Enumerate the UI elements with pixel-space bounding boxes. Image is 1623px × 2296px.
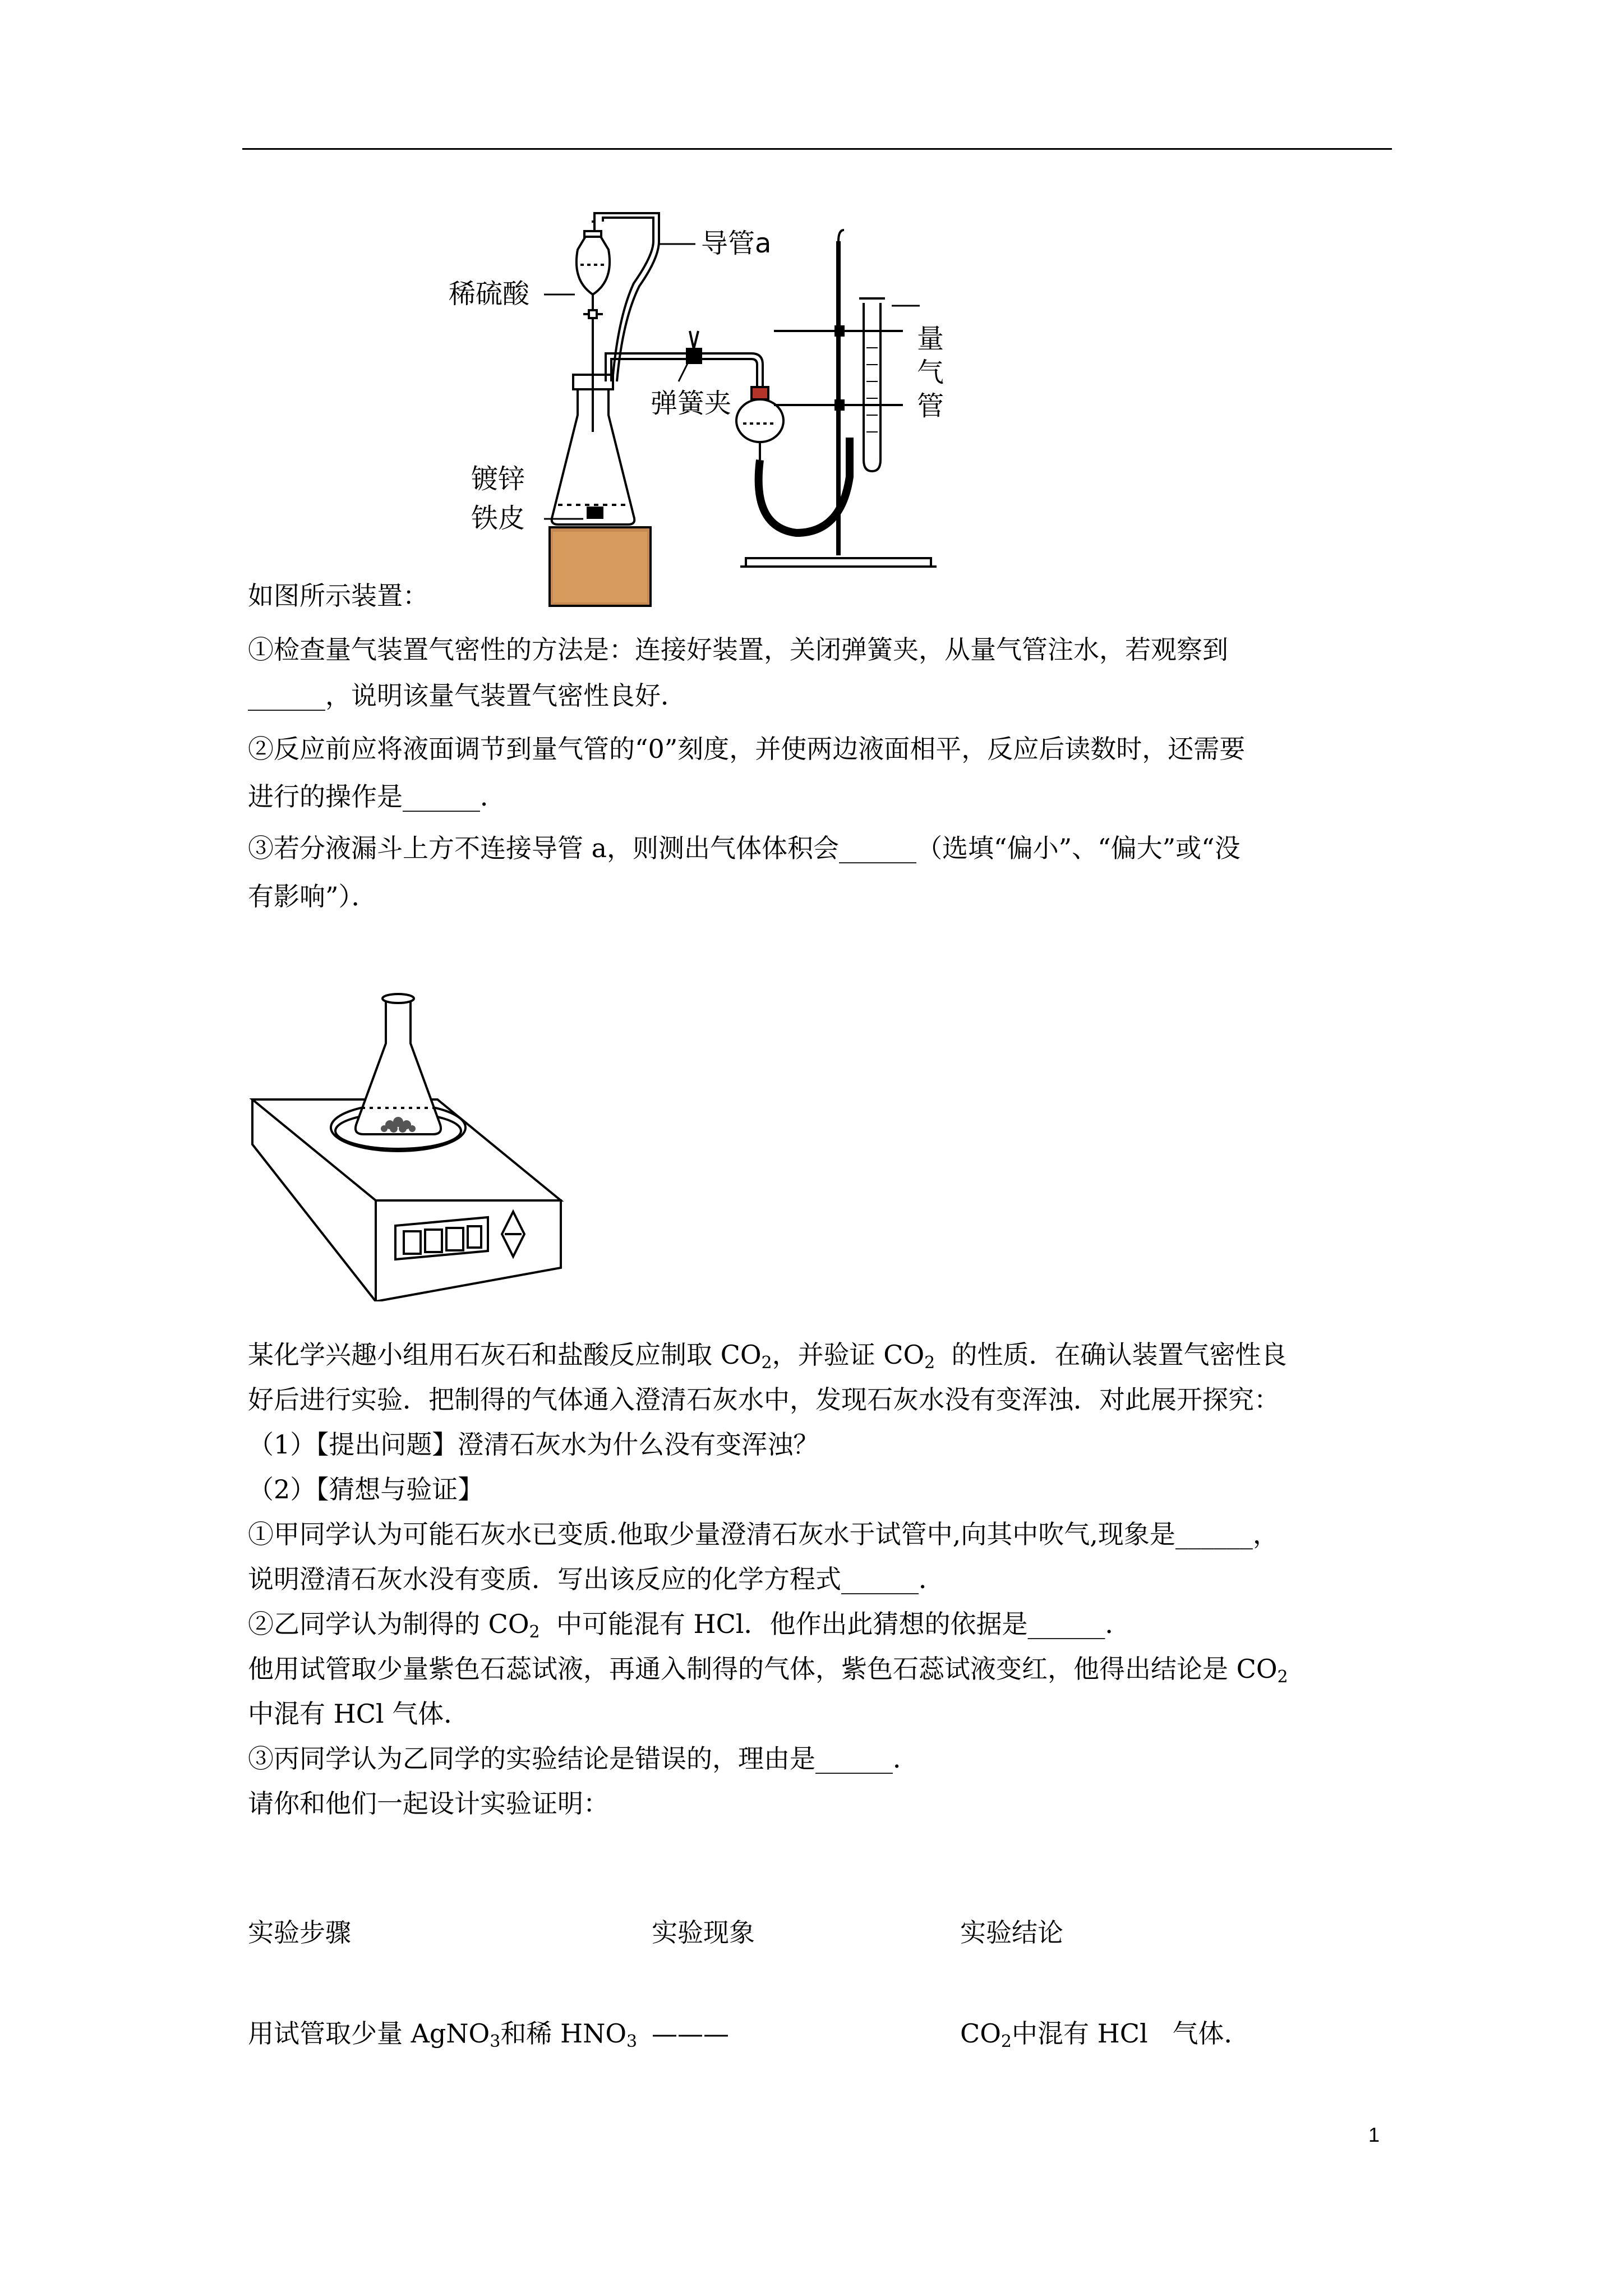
q2-para-7: ②乙同学认为制得的 $CO_2$ 中可能混有 HCl．他作出此猜想的依据是______． [248, 1609, 1131, 1642]
q1-intro: 如图所示装置： [248, 581, 428, 611]
q1-line-3: ②反应前应将液面调节到量气管的“0”刻度，并使两边液面相平，反应后读数时，还需要 [248, 734, 1246, 764]
q2-para-10: ③丙同学认为乙同学的实验结论是错误的，理由是______． [248, 1743, 919, 1774]
q2-para-2: 好后进行实验．把制得的气体通入澄清石灰水中，发现石灰水没有变浑浊．对此展开探究： [248, 1384, 1280, 1415]
q1-line-1: ①检查量气装置气密性的方法是：连接好装置，关闭弹簧夹，从量气管注水，若观察到 [248, 634, 1228, 665]
table-cell-phenomenon: ——— [652, 2018, 729, 2049]
label-metal-1: 镀锌 [471, 463, 525, 495]
q1-line-6: 有影响”）． [248, 881, 377, 912]
label-acid: 稀硫酸 [449, 278, 530, 310]
label-meter-2: 气 [917, 357, 944, 388]
label-tube-a: 导管a [701, 228, 772, 259]
q2-para-6: 说明澄清石灰水没有变质．写出该反应的化学方程式______． [248, 1564, 944, 1594]
table-header-step: 实验步骤 [248, 1917, 351, 1948]
gas-apparatus-figure [437, 196, 998, 611]
q2-para-1: 某化学兴趣小组用石灰石和盐酸反应制取 $CO_2$，并验证 $CO_2$ 的性质．在确认装置气密性良 [248, 1340, 1287, 1373]
label-meter-1: 量 [917, 323, 944, 355]
label-meter-3: 管 [917, 390, 944, 422]
page-number: 1 [1368, 2123, 1380, 2146]
label-clip: 弹簧夹 [651, 388, 732, 419]
table-cell-step: 用试管取少量 AgNO$_3$和稀 $HNO_3$ [248, 2018, 638, 2051]
header-rule [242, 148, 1392, 150]
q2-para-5: ①甲同学认为可能石灰水已变质.他取少量澄清石灰水于试管中,向其中吹气,现象是______， [248, 1519, 1279, 1549]
q2-para-8: 他用试管取少量紫色石蕊试液，再通入制得的气体，紫色石蕊试液变红，他得出结论是 $CO_2$ [248, 1654, 1288, 1687]
q2-para-11: 请你和他们一起设计实验证明： [248, 1788, 609, 1819]
q2-para-3: （1）【提出问题】澄清石灰水为什么没有变浑浊？ [248, 1429, 819, 1460]
label-metal-2: 铁皮 [471, 503, 525, 534]
table-header-conclusion: 实验结论 [960, 1917, 1063, 1948]
q1-line-4: 进行的操作是______． [248, 781, 506, 812]
q1-line-2: ______，说明该量气装置气密性良好． [248, 680, 686, 711]
q2-para-9: 中混有 HCl 气体． [248, 1699, 470, 1729]
table-cell-conclusion: $CO_2$中混有 HCl 气体． [960, 2018, 1250, 2051]
table-header-phenomenon: 实验现象 [652, 1917, 755, 1948]
q2-para-4: （2）【猜想与验证】 [248, 1474, 484, 1504]
balance-figure [247, 987, 583, 1301]
q1-line-5: ③若分液漏斗上方不连接导管 a，则测出气体体积会______（选填“偏小”、“偏大”或“没 [248, 833, 1241, 863]
